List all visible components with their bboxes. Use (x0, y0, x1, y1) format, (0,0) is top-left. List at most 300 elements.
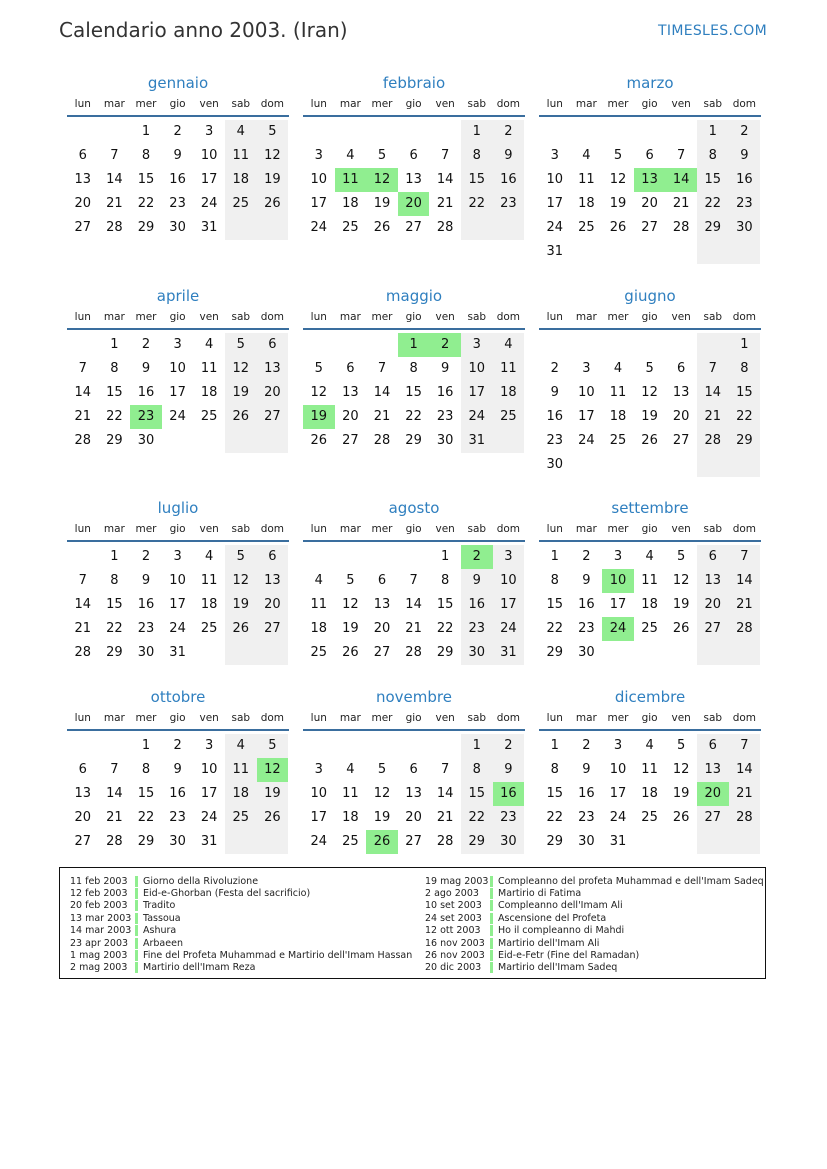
day-cell[interactable]: 21 (729, 593, 761, 617)
holiday-day-cell[interactable]: 12 (257, 758, 289, 782)
day-cell[interactable]: 18 (493, 381, 525, 405)
day-cell[interactable]: 10 (169, 573, 186, 588)
day-cell[interactable]: 5 (346, 573, 355, 588)
day-cell[interactable]: 25 (200, 409, 218, 424)
day-cell[interactable]: 13 (697, 758, 729, 782)
holiday-day-cell[interactable]: 26 (366, 830, 398, 854)
day-cell[interactable]: 5 (645, 361, 654, 376)
day-cell[interactable]: 5 (677, 549, 686, 564)
day-cell[interactable]: 31 (493, 641, 525, 665)
day-cell[interactable]: 27 (373, 645, 391, 660)
day-cell[interactable]: 31 (461, 429, 493, 453)
day-cell[interactable]: 7 (441, 148, 450, 163)
day-cell[interactable]: 23 (169, 196, 186, 211)
day-cell[interactable]: 19 (672, 597, 690, 612)
day-cell[interactable]: 4 (493, 333, 525, 357)
day-cell[interactable]: 2 (582, 549, 591, 564)
day-cell[interactable]: 27 (74, 220, 92, 235)
day-cell[interactable]: 4 (346, 762, 355, 777)
holiday-day-cell[interactable]: 24 (602, 617, 634, 641)
day-cell[interactable]: 30 (493, 830, 525, 854)
day-cell[interactable]: 11 (200, 573, 218, 588)
day-cell[interactable]: 3 (314, 148, 323, 163)
day-cell[interactable]: 12 (342, 597, 359, 612)
day-cell[interactable]: 24 (609, 810, 627, 825)
day-cell[interactable]: 19 (609, 196, 627, 211)
day-cell[interactable]: 15 (461, 168, 493, 192)
day-cell[interactable]: 6 (697, 734, 729, 758)
day-cell[interactable]: 25 (493, 405, 525, 429)
day-cell[interactable]: 4 (225, 734, 257, 758)
day-cell[interactable]: 23 (578, 810, 595, 825)
day-cell[interactable]: 13 (672, 385, 690, 400)
day-cell[interactable]: 11 (225, 144, 257, 168)
day-cell[interactable]: 25 (225, 192, 257, 216)
day-cell[interactable]: 20 (257, 593, 289, 617)
day-cell[interactable]: 1 (461, 734, 493, 758)
day-cell[interactable]: 25 (641, 621, 658, 636)
day-cell[interactable]: 29 (137, 834, 155, 849)
day-cell[interactable]: 16 (578, 786, 595, 801)
day-cell[interactable]: 18 (342, 810, 359, 825)
day-cell[interactable]: 3 (205, 124, 214, 139)
day-cell[interactable]: 18 (342, 196, 359, 211)
day-cell[interactable]: 22 (106, 409, 123, 424)
day-cell[interactable]: 27 (405, 220, 422, 235)
day-cell[interactable]: 29 (137, 220, 155, 235)
day-cell[interactable]: 5 (257, 120, 289, 144)
day-cell[interactable]: 7 (110, 148, 119, 163)
day-cell[interactable]: 4 (346, 148, 355, 163)
brand-link[interactable]: TIMESLES.COM (658, 23, 767, 39)
day-cell[interactable]: 29 (697, 216, 729, 240)
day-cell[interactable]: 8 (461, 758, 493, 782)
day-cell[interactable]: 10 (310, 786, 328, 801)
day-cell[interactable]: 8 (110, 361, 119, 376)
day-cell[interactable]: 12 (373, 786, 391, 801)
day-cell[interactable]: 23 (729, 192, 761, 216)
day-cell[interactable]: 27 (672, 433, 690, 448)
day-cell[interactable]: 7 (729, 545, 761, 569)
day-cell[interactable]: 5 (225, 333, 257, 357)
day-cell[interactable]: 28 (74, 645, 92, 660)
day-cell[interactable]: 19 (342, 621, 359, 636)
day-cell[interactable]: 9 (729, 144, 761, 168)
day-cell[interactable]: 25 (342, 220, 359, 235)
day-cell[interactable]: 17 (169, 385, 186, 400)
day-cell[interactable]: 15 (546, 786, 564, 801)
day-cell[interactable]: 31 (200, 220, 218, 235)
day-cell[interactable]: 11 (641, 762, 658, 777)
day-cell[interactable]: 22 (697, 192, 729, 216)
day-cell[interactable]: 22 (546, 810, 564, 825)
day-cell[interactable]: 8 (550, 762, 559, 777)
day-cell[interactable]: 24 (169, 621, 186, 636)
day-cell[interactable]: 27 (697, 806, 729, 830)
day-cell[interactable]: 18 (310, 621, 328, 636)
day-cell[interactable]: 1 (141, 124, 151, 139)
day-cell[interactable]: 29 (106, 645, 123, 660)
day-cell[interactable]: 21 (74, 621, 92, 636)
day-cell[interactable]: 7 (78, 573, 87, 588)
day-cell[interactable]: 13 (74, 786, 92, 801)
day-cell[interactable]: 17 (310, 196, 328, 211)
day-cell[interactable]: 20 (697, 593, 729, 617)
day-cell[interactable]: 27 (74, 834, 92, 849)
day-cell[interactable]: 8 (141, 762, 151, 777)
day-cell[interactable]: 22 (137, 196, 155, 211)
day-cell[interactable]: 30 (169, 834, 186, 849)
day-cell[interactable]: 9 (173, 148, 182, 163)
day-cell[interactable]: 10 (493, 569, 525, 593)
day-cell[interactable]: 16 (137, 385, 155, 400)
day-cell[interactable]: 2 (493, 734, 525, 758)
day-cell[interactable]: 19 (257, 782, 289, 806)
day-cell[interactable]: 17 (546, 196, 564, 211)
day-cell[interactable]: 22 (729, 405, 761, 429)
day-cell[interactable]: 14 (729, 569, 761, 593)
day-cell[interactable]: 12 (225, 357, 257, 381)
day-cell[interactable]: 26 (257, 192, 289, 216)
day-cell[interactable]: 6 (377, 573, 387, 588)
day-cell[interactable]: 28 (672, 220, 690, 235)
day-cell[interactable]: 5 (257, 734, 289, 758)
holiday-day-cell[interactable]: 23 (130, 405, 162, 429)
day-cell[interactable]: 23 (546, 433, 564, 448)
day-cell[interactable]: 3 (461, 333, 493, 357)
day-cell[interactable]: 20 (641, 196, 658, 211)
day-cell[interactable]: 13 (405, 786, 422, 801)
day-cell[interactable]: 14 (74, 385, 92, 400)
day-cell[interactable]: 8 (461, 144, 493, 168)
day-cell[interactable]: 1 (110, 337, 119, 352)
day-cell[interactable]: 1 (441, 549, 450, 564)
day-cell[interactable]: 13 (257, 357, 289, 381)
day-cell[interactable]: 2 (173, 738, 182, 753)
day-cell[interactable]: 30 (546, 457, 564, 472)
day-cell[interactable]: 15 (697, 168, 729, 192)
day-cell[interactable]: 26 (310, 433, 328, 448)
day-cell[interactable]: 20 (342, 409, 359, 424)
day-cell[interactable]: 24 (310, 834, 328, 849)
day-cell[interactable]: 9 (493, 144, 525, 168)
day-cell[interactable]: 19 (257, 168, 289, 192)
day-cell[interactable]: 25 (200, 621, 218, 636)
day-cell[interactable]: 4 (205, 549, 214, 564)
day-cell[interactable]: 24 (493, 617, 525, 641)
day-cell[interactable]: 7 (110, 762, 119, 777)
day-cell[interactable]: 10 (546, 172, 564, 187)
day-cell[interactable]: 31 (200, 834, 218, 849)
holiday-day-cell[interactable]: 13 (634, 168, 666, 192)
day-cell[interactable]: 9 (461, 569, 493, 593)
holiday-day-cell[interactable]: 11 (335, 168, 367, 192)
day-cell[interactable]: 8 (697, 144, 729, 168)
day-cell[interactable]: 17 (493, 593, 525, 617)
day-cell[interactable]: 22 (137, 810, 155, 825)
day-cell[interactable]: 29 (436, 645, 454, 660)
day-cell[interactable]: 4 (645, 549, 654, 564)
day-cell[interactable]: 12 (672, 762, 690, 777)
day-cell[interactable]: 27 (697, 617, 729, 641)
holiday-day-cell[interactable]: 12 (366, 168, 398, 192)
day-cell[interactable]: 22 (461, 192, 493, 216)
day-cell[interactable]: 30 (137, 433, 155, 448)
day-cell[interactable]: 29 (729, 429, 761, 453)
day-cell[interactable]: 24 (200, 196, 218, 211)
day-cell[interactable]: 3 (613, 549, 623, 564)
day-cell[interactable]: 12 (641, 385, 658, 400)
day-cell[interactable]: 27 (405, 834, 422, 849)
day-cell[interactable]: 8 (441, 573, 450, 588)
day-cell[interactable]: 16 (169, 786, 186, 801)
day-cell[interactable]: 4 (582, 148, 591, 163)
day-cell[interactable]: 28 (106, 220, 123, 235)
day-cell[interactable]: 21 (436, 810, 454, 825)
day-cell[interactable]: 11 (310, 597, 328, 612)
day-cell[interactable]: 21 (74, 409, 92, 424)
holiday-day-cell[interactable]: 1 (398, 333, 430, 357)
day-cell[interactable]: 23 (493, 806, 525, 830)
day-cell[interactable]: 26 (225, 617, 257, 641)
day-cell[interactable]: 1 (697, 120, 729, 144)
day-cell[interactable]: 21 (436, 196, 454, 211)
day-cell[interactable]: 23 (493, 192, 525, 216)
day-cell[interactable]: 20 (74, 810, 92, 825)
day-cell[interactable]: 3 (314, 762, 323, 777)
day-cell[interactable]: 22 (405, 409, 422, 424)
day-cell[interactable]: 24 (546, 220, 564, 235)
day-cell[interactable]: 6 (257, 333, 289, 357)
day-cell[interactable]: 15 (405, 385, 422, 400)
day-cell[interactable]: 10 (461, 357, 493, 381)
holiday-day-cell[interactable]: 2 (429, 333, 461, 357)
day-cell[interactable]: 13 (342, 385, 359, 400)
day-cell[interactable]: 18 (225, 168, 257, 192)
day-cell[interactable]: 20 (672, 409, 690, 424)
day-cell[interactable]: 30 (137, 645, 155, 660)
day-cell[interactable]: 21 (697, 405, 729, 429)
day-cell[interactable]: 15 (106, 597, 123, 612)
day-cell[interactable]: 5 (377, 762, 387, 777)
holiday-day-cell[interactable]: 2 (461, 545, 493, 569)
day-cell[interactable]: 11 (578, 172, 595, 187)
day-cell[interactable]: 2 (141, 337, 151, 352)
day-cell[interactable]: 31 (609, 834, 627, 849)
day-cell[interactable]: 3 (173, 337, 182, 352)
day-cell[interactable]: 14 (106, 172, 123, 187)
day-cell[interactable]: 24 (169, 409, 186, 424)
day-cell[interactable]: 21 (672, 196, 690, 211)
day-cell[interactable]: 18 (200, 385, 218, 400)
day-cell[interactable]: 3 (493, 545, 525, 569)
day-cell[interactable]: 6 (677, 361, 686, 376)
day-cell[interactable]: 10 (578, 385, 595, 400)
day-cell[interactable]: 6 (697, 545, 729, 569)
day-cell[interactable]: 26 (672, 621, 690, 636)
day-cell[interactable]: 27 (257, 617, 289, 641)
day-cell[interactable]: 28 (373, 433, 391, 448)
day-cell[interactable]: 23 (436, 409, 454, 424)
day-cell[interactable]: 15 (106, 385, 123, 400)
day-cell[interactable]: 25 (225, 806, 257, 830)
day-cell[interactable]: 24 (200, 810, 218, 825)
day-cell[interactable]: 6 (409, 148, 418, 163)
day-cell[interactable]: 16 (461, 593, 493, 617)
day-cell[interactable]: 11 (342, 786, 359, 801)
day-cell[interactable]: 16 (137, 597, 155, 612)
day-cell[interactable]: 30 (169, 220, 186, 235)
day-cell[interactable]: 2 (582, 738, 591, 753)
day-cell[interactable]: 26 (609, 220, 627, 235)
day-cell[interactable]: 25 (342, 834, 359, 849)
day-cell[interactable]: 25 (641, 810, 658, 825)
day-cell[interactable]: 2 (729, 120, 761, 144)
day-cell[interactable]: 16 (729, 168, 761, 192)
day-cell[interactable]: 28 (436, 834, 454, 849)
day-cell[interactable]: 11 (225, 758, 257, 782)
day-cell[interactable]: 9 (173, 762, 182, 777)
day-cell[interactable]: 8 (550, 573, 559, 588)
day-cell[interactable]: 28 (405, 645, 422, 660)
day-cell[interactable]: 18 (578, 196, 595, 211)
day-cell[interactable]: 2 (550, 361, 559, 376)
day-cell[interactable]: 30 (729, 216, 761, 240)
day-cell[interactable]: 16 (546, 409, 564, 424)
day-cell[interactable]: 1 (550, 549, 559, 564)
day-cell[interactable]: 15 (461, 782, 493, 806)
day-cell[interactable]: 27 (342, 433, 359, 448)
day-cell[interactable]: 15 (137, 172, 155, 187)
day-cell[interactable]: 25 (310, 645, 328, 660)
day-cell[interactable]: 10 (609, 762, 627, 777)
day-cell[interactable]: 21 (405, 621, 422, 636)
holiday-day-cell[interactable]: 16 (493, 782, 525, 806)
day-cell[interactable]: 28 (729, 806, 761, 830)
day-cell[interactable]: 24 (578, 433, 595, 448)
day-cell[interactable]: 9 (582, 573, 591, 588)
day-cell[interactable]: 9 (493, 758, 525, 782)
day-cell[interactable]: 5 (677, 738, 686, 753)
day-cell[interactable]: 6 (645, 148, 654, 163)
day-cell[interactable]: 21 (106, 196, 123, 211)
day-cell[interactable]: 9 (441, 361, 450, 376)
day-cell[interactable]: 14 (405, 597, 422, 612)
day-cell[interactable]: 6 (257, 545, 289, 569)
day-cell[interactable]: 28 (74, 433, 92, 448)
day-cell[interactable]: 7 (78, 361, 87, 376)
day-cell[interactable]: 20 (405, 810, 422, 825)
day-cell[interactable]: 8 (110, 573, 119, 588)
day-cell[interactable]: 22 (106, 621, 123, 636)
day-cell[interactable]: 29 (106, 433, 123, 448)
day-cell[interactable]: 22 (546, 621, 564, 636)
holiday-day-cell[interactable]: 19 (303, 405, 335, 429)
day-cell[interactable]: 1 (461, 120, 493, 144)
day-cell[interactable]: 19 (672, 786, 690, 801)
day-cell[interactable]: 30 (578, 645, 595, 660)
day-cell[interactable]: 12 (672, 573, 690, 588)
day-cell[interactable]: 13 (74, 172, 92, 187)
day-cell[interactable]: 3 (613, 738, 623, 753)
day-cell[interactable]: 1 (550, 738, 559, 753)
day-cell[interactable]: 19 (641, 409, 658, 424)
day-cell[interactable]: 9 (141, 361, 151, 376)
day-cell[interactable]: 2 (173, 124, 182, 139)
day-cell[interactable]: 29 (546, 834, 564, 849)
day-cell[interactable]: 12 (609, 172, 627, 187)
day-cell[interactable]: 12 (310, 385, 328, 400)
day-cell[interactable]: 14 (74, 597, 92, 612)
day-cell[interactable]: 7 (729, 734, 761, 758)
day-cell[interactable]: 27 (641, 220, 658, 235)
day-cell[interactable]: 5 (225, 545, 257, 569)
day-cell[interactable]: 22 (436, 621, 454, 636)
day-cell[interactable]: 7 (677, 148, 686, 163)
holiday-day-cell[interactable]: 14 (665, 168, 697, 192)
day-cell[interactable]: 4 (314, 573, 323, 588)
day-cell[interactable]: 5 (314, 361, 323, 376)
day-cell[interactable]: 16 (436, 385, 454, 400)
day-cell[interactable]: 23 (578, 621, 595, 636)
day-cell[interactable]: 25 (578, 220, 595, 235)
day-cell[interactable]: 14 (106, 786, 123, 801)
day-cell[interactable]: 19 (225, 381, 257, 405)
day-cell[interactable]: 5 (613, 148, 623, 163)
day-cell[interactable]: 4 (205, 337, 214, 352)
day-cell[interactable]: 1 (110, 549, 119, 564)
day-cell[interactable]: 26 (373, 220, 391, 235)
day-cell[interactable]: 19 (373, 810, 391, 825)
day-cell[interactable]: 10 (169, 361, 186, 376)
day-cell[interactable]: 26 (641, 433, 658, 448)
day-cell[interactable]: 6 (78, 148, 87, 163)
day-cell[interactable]: 6 (346, 361, 355, 376)
day-cell[interactable]: 30 (461, 641, 493, 665)
day-cell[interactable]: 28 (436, 220, 454, 235)
day-cell[interactable]: 23 (461, 617, 493, 641)
day-cell[interactable]: 26 (257, 806, 289, 830)
day-cell[interactable]: 10 (200, 762, 218, 777)
day-cell[interactable]: 31 (546, 244, 564, 259)
day-cell[interactable]: 3 (550, 148, 559, 163)
day-cell[interactable]: 17 (310, 810, 328, 825)
day-cell[interactable]: 29 (461, 830, 493, 854)
day-cell[interactable]: 16 (493, 168, 525, 192)
day-cell[interactable]: 17 (200, 172, 218, 187)
day-cell[interactable]: 9 (582, 762, 591, 777)
day-cell[interactable]: 30 (436, 433, 454, 448)
day-cell[interactable]: 15 (137, 786, 155, 801)
day-cell[interactable]: 17 (461, 381, 493, 405)
day-cell[interactable]: 19 (225, 593, 257, 617)
day-cell[interactable]: 28 (697, 429, 729, 453)
day-cell[interactable]: 18 (641, 597, 658, 612)
day-cell[interactable]: 9 (550, 385, 559, 400)
day-cell[interactable]: 18 (200, 597, 218, 612)
day-cell[interactable]: 4 (225, 120, 257, 144)
day-cell[interactable]: 20 (257, 381, 289, 405)
holiday-day-cell[interactable]: 20 (697, 782, 729, 806)
day-cell[interactable]: 2 (141, 549, 151, 564)
day-cell[interactable]: 14 (729, 758, 761, 782)
day-cell[interactable]: 13 (373, 597, 391, 612)
day-cell[interactable]: 4 (645, 738, 654, 753)
day-cell[interactable]: 15 (546, 597, 564, 612)
day-cell[interactable]: 17 (200, 786, 218, 801)
day-cell[interactable]: 16 (578, 597, 595, 612)
day-cell[interactable]: 11 (493, 357, 525, 381)
